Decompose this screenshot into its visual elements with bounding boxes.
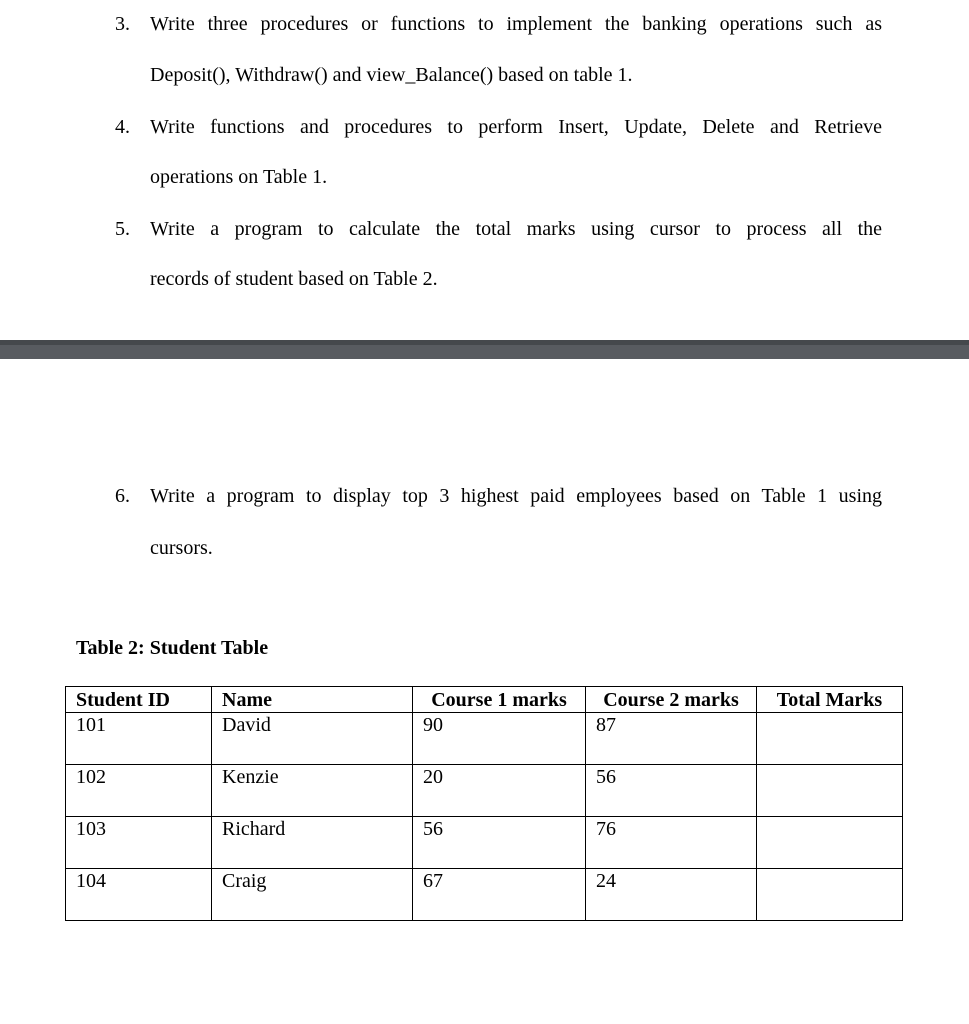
cell-course-2-marks: 56	[586, 765, 757, 817]
cell-student-id: 104	[66, 869, 212, 921]
header-course-1-marks: Course 1 marks	[413, 687, 586, 713]
question-text-line: Write functions and procedures to perform Insert, Update, Delete and Retrieve	[150, 116, 882, 138]
question-number: 4.	[115, 116, 130, 138]
cell-course-2-marks: 87	[586, 713, 757, 765]
question-text-line: Write three procedures or functions to implement the banking operations such as	[150, 13, 882, 35]
header-total-marks: Total Marks	[757, 687, 903, 713]
cell-course-2-marks: 76	[586, 817, 757, 869]
cell-student-id: 102	[66, 765, 212, 817]
header-name: Name	[212, 687, 413, 713]
question-number: 3.	[115, 13, 130, 35]
cell-total-marks	[757, 713, 903, 765]
question-text-line: cursors.	[150, 537, 213, 559]
cell-student-id: 101	[66, 713, 212, 765]
cell-course-1-marks: 90	[413, 713, 586, 765]
question-text-line: Write a program to calculate the total marks using cursor to process all the	[150, 218, 882, 240]
table-row	[66, 817, 903, 869]
student-table	[65, 686, 903, 921]
page-separator	[0, 340, 969, 359]
question-text-line: records of student based on Table 2.	[150, 268, 438, 290]
question-text-line: operations on Table 1.	[150, 166, 328, 188]
header-course-2-marks: Course 2 marks	[586, 687, 757, 713]
cell-total-marks	[757, 765, 903, 817]
cell-name: Richard	[212, 817, 413, 869]
header-student-id: Student ID	[66, 687, 212, 713]
cell-name: David	[212, 713, 413, 765]
cell-name: Craig	[212, 869, 413, 921]
table-row	[66, 869, 903, 921]
cell-total-marks	[757, 869, 903, 921]
table-header-row	[66, 687, 903, 713]
cell-name: Kenzie	[212, 765, 413, 817]
cell-total-marks	[757, 817, 903, 869]
cell-course-1-marks: 56	[413, 817, 586, 869]
question-number: 5.	[115, 218, 130, 240]
table-row	[66, 713, 903, 765]
question-number: 6.	[115, 485, 130, 507]
cell-course-1-marks: 20	[413, 765, 586, 817]
table-caption: Table 2: Student Table	[76, 637, 269, 659]
cell-course-2-marks: 24	[586, 869, 757, 921]
table-row	[66, 765, 903, 817]
cell-course-1-marks: 67	[413, 869, 586, 921]
question-text-line: Write a program to display top 3 highest paid employees based on Table 1 using	[150, 485, 882, 507]
question-text-line: Deposit(), Withdraw() and view_Balance() based on table 1.	[150, 64, 633, 86]
cell-student-id: 103	[66, 817, 212, 869]
